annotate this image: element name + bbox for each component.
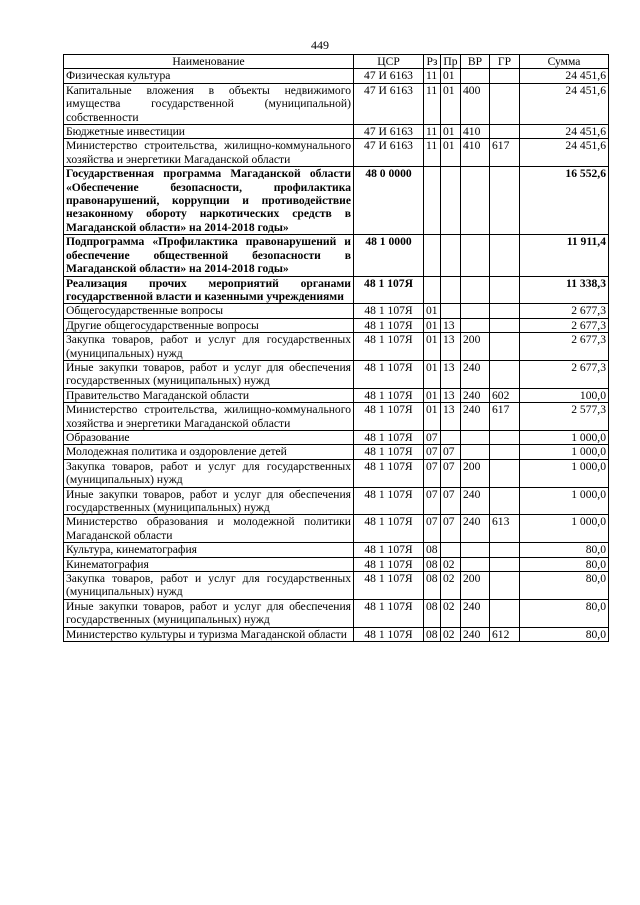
column-header-vr: ВР <box>461 55 490 69</box>
cell-name: Подпрограмма «Профилактика правонарушений и обеспечение общественной безопасности в Магаданской области» на 2014-2018 годы» <box>64 235 354 276</box>
budget-table <box>63 54 609 642</box>
cell-pr: 07 <box>441 459 461 487</box>
cell-pr: 01 <box>441 83 461 124</box>
cell-vr: 240 <box>461 599 490 627</box>
cell-name: Бюджетные инвестиции <box>64 125 354 139</box>
cell-gr <box>490 543 520 557</box>
cell-name: Министерство культуры и туризма Магаданской области <box>64 627 354 641</box>
cell-name: Правительство Магаданской области <box>64 388 354 402</box>
cell-rz: 07 <box>424 445 441 459</box>
table-row <box>64 403 609 431</box>
cell-gr <box>490 276 520 304</box>
cell-rz: 11 <box>424 125 441 139</box>
cell-rz: 01 <box>424 304 441 318</box>
table-row <box>64 83 609 124</box>
cell-csr: 48 1 107Я <box>354 403 424 431</box>
cell-vr: 240 <box>461 627 490 641</box>
cell-gr: 613 <box>490 515 520 543</box>
cell-pr: 13 <box>441 318 461 332</box>
cell-vr <box>461 304 490 318</box>
cell-gr: 602 <box>490 388 520 402</box>
cell-pr: 01 <box>441 69 461 83</box>
cell-gr <box>490 445 520 459</box>
cell-vr: 240 <box>461 360 490 388</box>
cell-sum: 24 451,6 <box>520 69 609 83</box>
table-row <box>64 360 609 388</box>
cell-rz: 08 <box>424 557 441 571</box>
table-row <box>64 276 609 304</box>
cell-name: Молодежная политика и оздоровление детей <box>64 445 354 459</box>
cell-rz <box>424 276 441 304</box>
cell-sum: 80,0 <box>520 599 609 627</box>
cell-gr: 617 <box>490 139 520 167</box>
cell-rz: 11 <box>424 139 441 167</box>
table-row <box>64 235 609 276</box>
cell-csr: 47 И 6163 <box>354 125 424 139</box>
cell-vr: 240 <box>461 403 490 431</box>
cell-rz: 07 <box>424 515 441 543</box>
cell-vr <box>461 235 490 276</box>
cell-gr <box>490 167 520 235</box>
cell-vr: 240 <box>461 515 490 543</box>
cell-vr <box>461 543 490 557</box>
cell-csr: 48 1 107Я <box>354 557 424 571</box>
table-body <box>64 69 609 642</box>
cell-vr: 240 <box>461 487 490 515</box>
cell-gr <box>490 487 520 515</box>
table-row <box>64 125 609 139</box>
cell-name: Закупка товаров, работ и услуг для государственных (муниципальных) нужд <box>64 459 354 487</box>
table-row <box>64 333 609 361</box>
table-row <box>64 599 609 627</box>
cell-csr: 48 1 107Я <box>354 487 424 515</box>
table-row <box>64 627 609 641</box>
cell-vr <box>461 276 490 304</box>
cell-rz: 01 <box>424 360 441 388</box>
cell-csr: 47 И 6163 <box>354 69 424 83</box>
cell-rz: 11 <box>424 83 441 124</box>
cell-csr: 48 1 107Я <box>354 459 424 487</box>
cell-pr: 07 <box>441 515 461 543</box>
cell-rz: 01 <box>424 403 441 431</box>
table-row <box>64 459 609 487</box>
cell-sum: 24 451,6 <box>520 83 609 124</box>
cell-gr <box>490 125 520 139</box>
cell-sum: 80,0 <box>520 543 609 557</box>
table-row <box>64 69 609 83</box>
cell-rz: 08 <box>424 572 441 600</box>
cell-gr <box>490 459 520 487</box>
cell-name: Иные закупки товаров, работ и услуг для обеспечения государственных (муниципальных) нужд <box>64 599 354 627</box>
cell-gr: 612 <box>490 627 520 641</box>
cell-sum: 24 451,6 <box>520 125 609 139</box>
table-row <box>64 487 609 515</box>
cell-csr: 48 1 0000 <box>354 235 424 276</box>
cell-gr <box>490 360 520 388</box>
cell-rz <box>424 235 441 276</box>
table-row <box>64 139 609 167</box>
cell-gr <box>490 304 520 318</box>
table-row <box>64 304 609 318</box>
cell-csr: 48 1 107Я <box>354 543 424 557</box>
cell-pr: 13 <box>441 360 461 388</box>
cell-sum: 1 000,0 <box>520 515 609 543</box>
cell-pr: 13 <box>441 388 461 402</box>
cell-sum: 2 677,3 <box>520 360 609 388</box>
cell-csr: 48 1 107Я <box>354 515 424 543</box>
column-header-gr: ГР <box>490 55 520 69</box>
cell-csr: 48 1 107Я <box>354 360 424 388</box>
cell-csr: 48 1 107Я <box>354 388 424 402</box>
column-header-rz: Рз <box>424 55 441 69</box>
cell-sum: 100,0 <box>520 388 609 402</box>
cell-pr <box>441 430 461 444</box>
cell-rz: 07 <box>424 459 441 487</box>
cell-name: Образование <box>64 430 354 444</box>
cell-pr: 07 <box>441 445 461 459</box>
cell-name: Физическая культура <box>64 69 354 83</box>
cell-vr: 410 <box>461 125 490 139</box>
cell-sum: 2 677,3 <box>520 318 609 332</box>
cell-rz: 11 <box>424 69 441 83</box>
column-header-csr: ЦСР <box>354 55 424 69</box>
cell-pr: 13 <box>441 403 461 431</box>
cell-name: Другие общегосударственные вопросы <box>64 318 354 332</box>
cell-gr <box>490 572 520 600</box>
cell-gr <box>490 333 520 361</box>
cell-csr: 48 0 0000 <box>354 167 424 235</box>
cell-pr: 13 <box>441 333 461 361</box>
cell-csr: 47 И 6163 <box>354 83 424 124</box>
table-header-row <box>64 55 609 69</box>
cell-vr: 400 <box>461 83 490 124</box>
cell-pr: 02 <box>441 557 461 571</box>
cell-sum: 1 000,0 <box>520 430 609 444</box>
cell-pr: 02 <box>441 599 461 627</box>
cell-pr <box>441 543 461 557</box>
cell-name: Общегосударственные вопросы <box>64 304 354 318</box>
cell-rz: 08 <box>424 599 441 627</box>
column-header-sum: Сумма <box>520 55 609 69</box>
cell-name: Иные закупки товаров, работ и услуг для обеспечения государственных (муниципальных) нужд <box>64 360 354 388</box>
cell-rz: 01 <box>424 388 441 402</box>
cell-sum: 24 451,6 <box>520 139 609 167</box>
cell-rz: 08 <box>424 627 441 641</box>
cell-vr: 200 <box>461 459 490 487</box>
cell-pr <box>441 235 461 276</box>
cell-sum: 80,0 <box>520 572 609 600</box>
table-row <box>64 445 609 459</box>
cell-name: Министерство строительства, жилищно-коммунального хозяйства и энергетики Магаданской области <box>64 139 354 167</box>
cell-gr <box>490 557 520 571</box>
table-row <box>64 557 609 571</box>
cell-vr <box>461 445 490 459</box>
cell-pr: 07 <box>441 487 461 515</box>
cell-pr: 01 <box>441 125 461 139</box>
cell-name: Капитальные вложения в объекты недвижимого имущества государственной (муниципальной) собственности <box>64 83 354 124</box>
cell-vr <box>461 167 490 235</box>
cell-sum: 11 911,4 <box>520 235 609 276</box>
cell-vr: 240 <box>461 388 490 402</box>
cell-name: Закупка товаров, работ и услуг для государственных (муниципальных) нужд <box>64 333 354 361</box>
cell-csr: 48 1 107Я <box>354 304 424 318</box>
cell-sum: 2 577,3 <box>520 403 609 431</box>
table-row <box>64 167 609 235</box>
cell-csr: 48 1 107Я <box>354 318 424 332</box>
table-row <box>64 388 609 402</box>
cell-gr <box>490 69 520 83</box>
cell-rz: 08 <box>424 543 441 557</box>
cell-rz: 01 <box>424 333 441 361</box>
cell-csr: 47 И 6163 <box>354 139 424 167</box>
table-row <box>64 430 609 444</box>
cell-sum: 2 677,3 <box>520 304 609 318</box>
cell-sum: 2 677,3 <box>520 333 609 361</box>
column-header-pr: Пр <box>441 55 461 69</box>
cell-rz: 07 <box>424 430 441 444</box>
page-number: 449 <box>311 38 329 52</box>
cell-gr <box>490 599 520 627</box>
cell-pr: 02 <box>441 627 461 641</box>
table-row <box>64 318 609 332</box>
cell-vr: 200 <box>461 572 490 600</box>
cell-csr: 48 1 107Я <box>354 599 424 627</box>
cell-gr <box>490 83 520 124</box>
cell-sum: 1 000,0 <box>520 445 609 459</box>
cell-name: Реализация прочих мероприятий органами государственной власти и казенными учреждениями <box>64 276 354 304</box>
table-row <box>64 515 609 543</box>
cell-name: Закупка товаров, работ и услуг для государственных (муниципальных) нужд <box>64 572 354 600</box>
cell-csr: 48 1 107Я <box>354 627 424 641</box>
cell-rz: 07 <box>424 487 441 515</box>
cell-gr <box>490 235 520 276</box>
table-row <box>64 572 609 600</box>
cell-name: Культура, кинематография <box>64 543 354 557</box>
cell-csr: 48 1 107Я <box>354 333 424 361</box>
cell-gr <box>490 318 520 332</box>
column-header-name: Наименование <box>64 55 354 69</box>
cell-pr: 01 <box>441 139 461 167</box>
cell-vr <box>461 318 490 332</box>
cell-csr: 48 1 107Я <box>354 430 424 444</box>
cell-csr: 48 1 107Я <box>354 572 424 600</box>
cell-rz <box>424 167 441 235</box>
cell-pr: 02 <box>441 572 461 600</box>
cell-vr <box>461 69 490 83</box>
cell-sum: 16 552,6 <box>520 167 609 235</box>
cell-name: Министерство образования и молодежной политики Магаданской области <box>64 515 354 543</box>
cell-gr <box>490 430 520 444</box>
cell-pr <box>441 167 461 235</box>
cell-sum: 11 338,3 <box>520 276 609 304</box>
cell-vr: 200 <box>461 333 490 361</box>
cell-csr: 48 1 107Я <box>354 445 424 459</box>
cell-vr: 410 <box>461 139 490 167</box>
cell-name: Министерство строительства, жилищно-коммунального хозяйства и энергетики Магаданской области <box>64 403 354 431</box>
cell-csr: 48 1 107Я <box>354 276 424 304</box>
cell-sum: 1 000,0 <box>520 487 609 515</box>
table-row <box>64 543 609 557</box>
cell-gr: 617 <box>490 403 520 431</box>
cell-vr <box>461 557 490 571</box>
cell-vr <box>461 430 490 444</box>
cell-rz: 01 <box>424 318 441 332</box>
cell-sum: 80,0 <box>520 557 609 571</box>
cell-name: Иные закупки товаров, работ и услуг для обеспечения государственных (муниципальных) нужд <box>64 487 354 515</box>
cell-pr <box>441 304 461 318</box>
cell-sum: 80,0 <box>520 627 609 641</box>
cell-sum: 1 000,0 <box>520 459 609 487</box>
cell-name: Государственная программа Магаданской области «Обеспечение безопасности, профилактика правонарушений, коррупции и противодействие незаконному обороту наркотических средств в Магаданской области» на 2014-2018 годы» <box>64 167 354 235</box>
cell-pr <box>441 276 461 304</box>
cell-name: Кинематография <box>64 557 354 571</box>
